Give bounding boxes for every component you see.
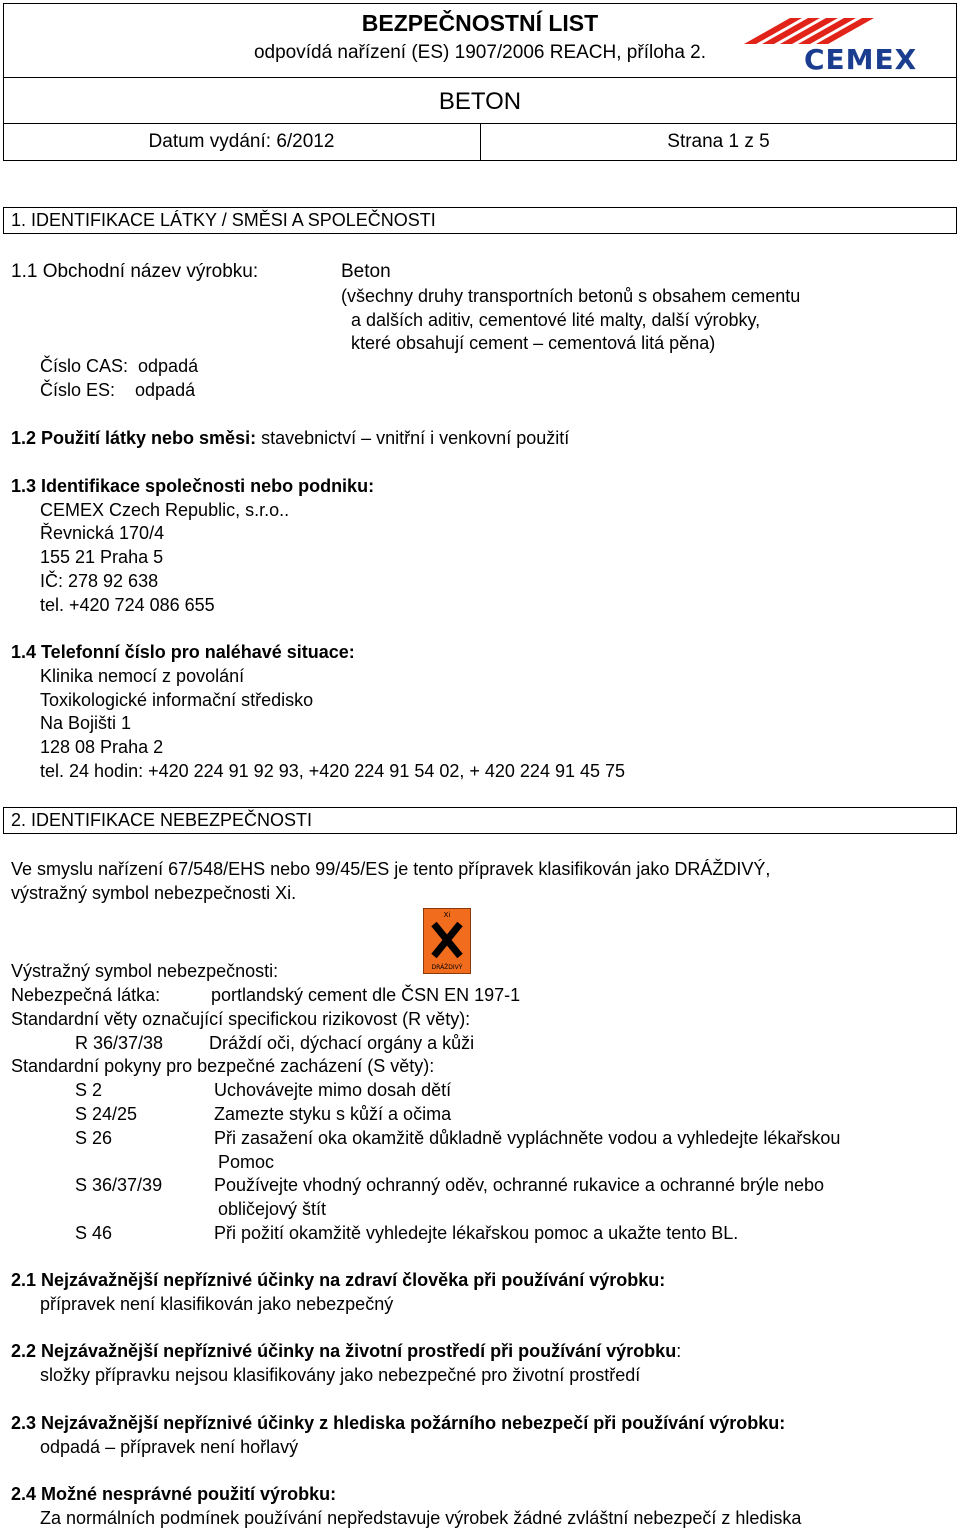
section2-intro-1: Ve smyslu nařízení 67/548/EHS nebo 99/45/ES je tento přípravek klasifikován jako DRÁŽDIVÝ,: [11, 859, 771, 879]
s-phrase-code: S 36/37/39: [75, 1175, 163, 1195]
hazard-symbol-bottom-label: DRÁŽDIVÝ: [431, 964, 463, 971]
s11-desc-3: které obsahují cement – cementová litá pěna): [351, 333, 716, 353]
s11-desc-1: (všechny druhy transportních betonů s obsahem cementu: [341, 286, 801, 306]
substance-label: Nebezpečná látka:: [11, 985, 161, 1005]
s22-label: 2.2 Nejzávažnější nepříznivé účinky na životní prostředí při používání výrobku: [11, 1341, 677, 1361]
s-phrase-code: S 2: [75, 1080, 103, 1100]
r-phrase-text: Dráždí oči, dýchací orgány a kůži: [209, 1033, 475, 1053]
s13-line-1: CEMEX Czech Republic, s.r.o..: [40, 500, 290, 520]
s24-label: 2.4 Možné nesprávné použití výrobku:: [11, 1484, 337, 1504]
s-phrase-text: Při zasažení oka okamžitě důkladně vypláchněte vodou a vyhledejte lékařskou: [214, 1128, 841, 1148]
s12-line: [11, 428, 569, 449]
product-name: BETON: [438, 88, 522, 115]
s13-line-5: tel. +420 724 086 655: [40, 595, 215, 615]
r-phrases-heading: Standardní věty označující specifickou rizikovost (R věty):: [11, 1009, 471, 1029]
page-number: Strana 1 z 5: [667, 131, 770, 152]
cemex-logo: [744, 12, 940, 72]
issue-date: Datum vydání: 6/2012: [148, 131, 335, 152]
s12-value: stavebnictví – vnitřní i venkovní použití: [256, 428, 570, 448]
s13-line-4: IČ: 278 92 638: [40, 571, 159, 591]
hazard-symbol-top-label: Xi: [443, 911, 451, 919]
s13-line-3: 155 21 Praha 5: [40, 547, 164, 567]
cas-number: Číslo CAS: odpadá: [40, 356, 199, 376]
header-divider-1: [3, 77, 957, 78]
s-phrase-code: S 46: [75, 1223, 113, 1243]
r-phrase-code: R 36/37/38: [75, 1033, 164, 1053]
s14-line-1: Klinika nemocí z povolání: [40, 666, 245, 686]
s22-line: [11, 1341, 681, 1362]
s14-line-3: Na Bojišti 1: [40, 713, 132, 733]
document-title: BEZPEČNOSTNÍ LIST: [361, 10, 599, 36]
s11-label: 1.1 Obchodní název výrobku:: [11, 261, 259, 282]
s-phrase-text: Při požití okamžitě vyhledejte lékařskou pomoc a ukažte tento BL.: [214, 1223, 739, 1243]
section2-heading: 2. IDENTIFIKACE NEBEZPEČNOSTI: [11, 810, 313, 830]
cemex-logo-text: CEMEX: [804, 43, 918, 72]
s24-text: Za normálních podmínek používání nepředstavuje výrobek žádné zvláštní nebezpečí z hlediska: [40, 1508, 802, 1528]
s-phrase-text: Zamezte styku s kůží a očima: [214, 1104, 452, 1124]
s-phrase-text-cont: obličejový štít: [218, 1199, 327, 1219]
s14-line-2: Toxikologické informační středisko: [40, 690, 314, 710]
hazard-symbol-xi: [423, 908, 471, 974]
s-phrase-text-cont: Pomoc: [218, 1152, 275, 1172]
symbol-label: Výstražný symbol nebezpečnosti:: [11, 961, 279, 981]
s14-line-4: 128 08 Praha 2: [40, 737, 164, 757]
es-number: Číslo ES: odpadá: [40, 380, 196, 400]
section2-intro-2: výstražný symbol nebezpečnosti Xi.: [11, 883, 297, 903]
s-phrase-text: Uchovávejte mimo dosah dětí: [214, 1080, 452, 1100]
s21-text: přípravek není klasifikován jako nebezpečný: [40, 1294, 394, 1314]
document-subtitle: odpovídá nařízení (ES) 1907/2006 REACH, příloha 2.: [253, 42, 707, 63]
s-phrase-text: Používejte vhodný ochranný oděv, ochranné rukavice a ochranné brýle nebo: [214, 1175, 825, 1195]
substance-value: portlandský cement dle ČSN EN 197-1: [211, 985, 521, 1005]
s14-label: 1.4 Telefonní číslo pro naléhavé situace:: [11, 642, 355, 662]
s14-line-5: tel. 24 hodin: +420 224 91 92 93, +420 224 91 54 02, + 420 224 91 45 75: [40, 761, 626, 781]
s22-text: složky přípravku nejsou klasifikovány jako nebezpečné pro životní prostředí: [40, 1365, 641, 1385]
s12-label: 1.2 Použití látky nebo směsi:: [11, 428, 257, 448]
section1-heading: 1. IDENTIFIKACE LÁTKY / SMĚSI A SPOLEČNOSTI: [11, 210, 436, 230]
s11-value: Beton: [341, 261, 391, 282]
s22-colon: :: [676, 1341, 682, 1361]
s-phrases-heading: Standardní pokyny pro bezpečné zacházení (S věty):: [11, 1056, 435, 1076]
s13-line-2: Řevnická 170/4: [40, 523, 165, 543]
s23-text: odpadá – přípravek není hořlavý: [40, 1437, 299, 1457]
s23-label: 2.3 Nejzávažnější nepříznivé účinky z hlediska požárního nebezpečí při používání výrobku:: [11, 1413, 786, 1433]
s21-label: 2.1 Nejzávažnější nepříznivé účinky na zdraví člověka při používání výrobku:: [11, 1270, 666, 1290]
s13-label: 1.3 Identifikace společnosti nebo podniku:: [11, 476, 375, 496]
s-phrase-code: S 24/25: [75, 1104, 138, 1124]
s-phrase-code: S 26: [75, 1128, 113, 1148]
s11-desc-2: a dalších aditiv, cementové lité malty, další výrobky,: [351, 310, 761, 330]
